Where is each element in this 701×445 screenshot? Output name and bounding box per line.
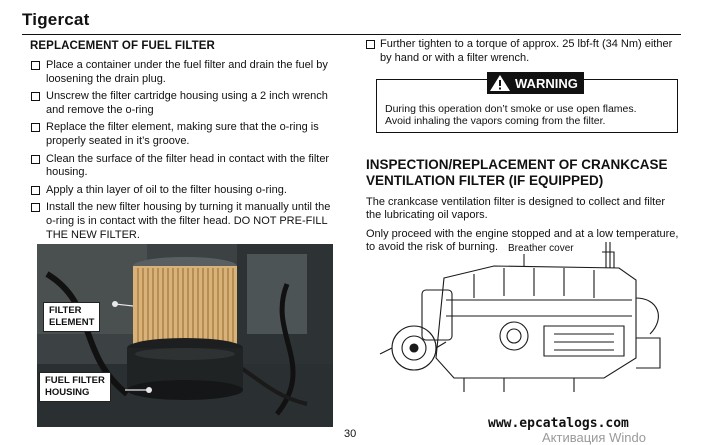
- warning-line: During this operation don’t smoke or use open flames.: [385, 103, 637, 116]
- step-item: [22, 184, 337, 198]
- brand-name: Tigercat: [22, 10, 90, 29]
- title-line: INSPECTION/REPLACEMENT OF CRANKCASE: [366, 157, 668, 173]
- warning-triangle-icon: [489, 74, 511, 92]
- warning-box: [376, 75, 678, 133]
- step-item: [22, 59, 337, 86]
- label-line: FUEL FILTER: [45, 375, 105, 386]
- left-column: [22, 40, 337, 246]
- step-text: Replace the filter element, making sure that the o-ring is properly seated in it’s groove.: [46, 121, 319, 147]
- warning-badge: [487, 72, 584, 94]
- title-line: VENTILATION FILTER (IF EQUIPPED): [366, 172, 604, 188]
- checkbox-icon: [31, 92, 40, 101]
- step-text: Apply a thin layer of oil to the filter housing o-ring.: [46, 183, 287, 196]
- activation-overlay: Активация Windo: [542, 430, 646, 445]
- step-text: Install the new filter housing by turning it manually until the o-ring is in contact with the filter head. DO NOT PRE-FILL THE NEW FILTER.: [46, 201, 331, 241]
- warning-label: WARNING: [515, 75, 578, 91]
- checkbox-icon: [31, 155, 40, 164]
- step-item: [22, 121, 337, 148]
- filter-element-label: [43, 302, 100, 332]
- step-item: [22, 90, 337, 117]
- page-header: [22, 4, 681, 35]
- label-line: ELEMENT: [49, 317, 95, 328]
- checkbox-icon: [31, 186, 40, 195]
- section-title-crankcase: [366, 157, 682, 188]
- paragraph: Only proceed with the engine stopped and at a low temperature, to avoid the risk of burning.: [366, 227, 679, 253]
- label-line: FILTER: [49, 305, 82, 316]
- breather-cover-label: Breather cover: [508, 243, 574, 254]
- step-text: Clean the surface of the filter head in contact with the filter housing.: [46, 152, 330, 179]
- step-item: [22, 201, 337, 242]
- warning-text: [385, 103, 637, 127]
- checkbox-icon: [31, 61, 40, 70]
- fuel-filter-photo: [37, 244, 333, 427]
- checkbox-icon: [366, 40, 375, 49]
- paragraph: The crankcase ventilation filter is designed to collect and filter the lubricating oil vapors.: [366, 196, 665, 221]
- step-item: [22, 153, 337, 180]
- page-number: 30: [344, 428, 357, 440]
- website-watermark: www.epcatalogs.com: [488, 416, 629, 431]
- label-line: HOUSING: [45, 387, 90, 398]
- fuel-filter-housing-label: [39, 372, 111, 402]
- right-column: [366, 38, 682, 259]
- step-text: Place a container under the fuel filter and drain the fuel by loosening the drain plug.: [46, 59, 328, 85]
- step-text: Further tighten to a torque of approx. 25 lbf-ft (34 Nm) either by hand or with a filter wrench.: [380, 38, 673, 64]
- checkbox-icon: [31, 123, 40, 132]
- engine-diagram: [374, 238, 674, 398]
- warning-line: Avoid inhaling the vapors coming from the filter.: [385, 115, 606, 128]
- step-text: Unscrew the filter cartridge housing using a 2 inch wrench and remove the o-ring: [46, 90, 328, 116]
- step-item: [366, 38, 682, 65]
- section-title-fuel-filter: REPLACEMENT OF FUEL FILTER: [30, 40, 215, 52]
- checkbox-icon: [31, 203, 40, 212]
